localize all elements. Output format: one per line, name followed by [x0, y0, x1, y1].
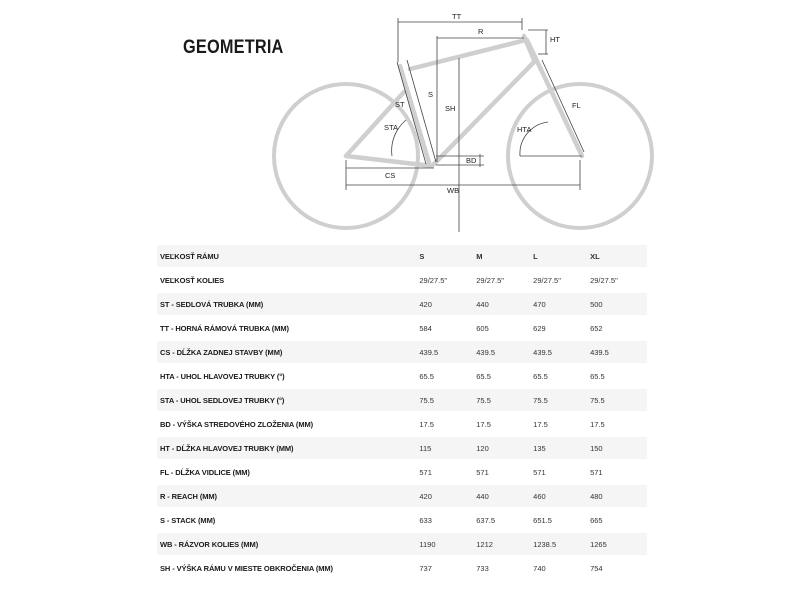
row-value: 571 — [419, 461, 476, 485]
label-s: S — [428, 90, 434, 99]
row-value: 65.5 — [476, 365, 533, 389]
row-value: 75.5 — [590, 389, 647, 413]
row-value: 439.5 — [419, 341, 476, 365]
label-r: R — [478, 27, 484, 36]
table-row — [157, 365, 647, 389]
row-value: 633 — [419, 509, 476, 533]
row-value: 29/27.5" — [419, 269, 476, 293]
row-value: 754 — [590, 557, 647, 581]
row-value: 29/27.5" — [476, 269, 533, 293]
row-value: 120 — [476, 437, 533, 461]
table-row — [157, 437, 647, 461]
row-label: ST - SEDLOVÁ TRUBKA (MM) — [157, 293, 419, 317]
row-value: 420 — [419, 293, 476, 317]
row-value: 440 — [476, 293, 533, 317]
label-bd: BD — [466, 156, 477, 165]
row-value: 17.5 — [590, 413, 647, 437]
table-header-row — [157, 245, 647, 269]
row-value: 440 — [476, 485, 533, 509]
row-value: 629 — [533, 317, 590, 341]
row-label: HT - DĹŽKA HLAVOVEJ TRUBKY (MM) — [157, 437, 419, 461]
row-value: 1238.5 — [533, 533, 590, 557]
row-value: 584 — [419, 317, 476, 341]
row-value: 480 — [590, 485, 647, 509]
row-label: TT - HORNÁ RÁMOVÁ TRUBKA (MM) — [157, 317, 419, 341]
row-value: 605 — [476, 317, 533, 341]
row-value: 29/27.5" — [590, 269, 647, 293]
row-value: 571 — [476, 461, 533, 485]
page-title: GEOMETRIA — [183, 37, 284, 58]
row-value: 571 — [590, 461, 647, 485]
row-value: 65.5 — [419, 365, 476, 389]
label-sta: STA — [384, 123, 399, 132]
row-value: 652 — [590, 317, 647, 341]
row-label: R - REACH (MM) — [157, 485, 419, 509]
header-label: VEĽKOSŤ RÁMU — [157, 245, 419, 269]
row-value: 470 — [533, 293, 590, 317]
label-tt: TT — [452, 12, 462, 21]
table-row — [157, 389, 647, 413]
row-value: 1265 — [590, 533, 647, 557]
row-value: 439.5 — [590, 341, 647, 365]
table-row — [157, 533, 647, 557]
row-value: 733 — [476, 557, 533, 581]
table-row — [157, 269, 647, 293]
table-row — [157, 557, 647, 581]
row-value: 75.5 — [476, 389, 533, 413]
row-label: S - STACK (MM) — [157, 509, 419, 533]
row-label: VEĽKOSŤ KOLIES — [157, 269, 419, 293]
geometry-diagram — [0, 0, 800, 240]
row-label: STA - UHOL SEDLOVEJ TRUBKY (°) — [157, 389, 419, 413]
table-row — [157, 293, 647, 317]
header-size: L — [533, 245, 590, 269]
table-row — [157, 485, 647, 509]
table-row — [157, 341, 647, 365]
measurement-lines — [346, 18, 584, 232]
row-value: 740 — [533, 557, 590, 581]
row-value: 29/27.5" — [533, 269, 590, 293]
header-size: M — [476, 245, 533, 269]
row-value: 571 — [533, 461, 590, 485]
row-value: 17.5 — [419, 413, 476, 437]
row-value: 420 — [419, 485, 476, 509]
header-size: S — [419, 245, 476, 269]
row-label: BD - VÝŠKA STREDOVÉHO ZLOŽENIA (MM) — [157, 413, 419, 437]
row-label: WB - RÁZVOR KOLIES (MM) — [157, 533, 419, 557]
row-value: 75.5 — [419, 389, 476, 413]
row-value: 460 — [533, 485, 590, 509]
row-value: 737 — [419, 557, 476, 581]
label-st: ST — [395, 100, 405, 109]
table-row — [157, 461, 647, 485]
header-size: XL — [590, 245, 647, 269]
row-value: 1190 — [419, 533, 476, 557]
row-label: CS - DĹŽKA ZADNEJ STAVBY (MM) — [157, 341, 419, 365]
row-value: 439.5 — [533, 341, 590, 365]
row-value: 150 — [590, 437, 647, 461]
label-wb: WB — [447, 186, 460, 195]
row-value: 439.5 — [476, 341, 533, 365]
row-value: 135 — [533, 437, 590, 461]
row-value: 17.5 — [476, 413, 533, 437]
row-value: 65.5 — [533, 365, 590, 389]
row-value: 637.5 — [476, 509, 533, 533]
row-value: 17.5 — [533, 413, 590, 437]
label-cs: CS — [385, 171, 396, 180]
table-row — [157, 413, 647, 437]
row-label: SH - VÝŠKA RÁMU V MIESTE OBKROČENIA (MM) — [157, 557, 419, 581]
label-sh: SH — [445, 104, 456, 113]
bike-frame — [346, 36, 582, 166]
row-value: 1212 — [476, 533, 533, 557]
row-value: 651.5 — [533, 509, 590, 533]
row-value: 115 — [419, 437, 476, 461]
row-label: FL - DĹŽKA VIDLICE (MM) — [157, 461, 419, 485]
label-hta: HTA — [517, 125, 532, 134]
row-value: 500 — [590, 293, 647, 317]
label-fl: FL — [572, 101, 581, 110]
label-ht: HT — [550, 35, 560, 44]
row-value: 75.5 — [533, 389, 590, 413]
geometry-table — [157, 245, 647, 581]
table-row — [157, 509, 647, 533]
table-row — [157, 317, 647, 341]
row-value: 65.5 — [590, 365, 647, 389]
row-value: 665 — [590, 509, 647, 533]
row-label: HTA - UHOL HLAVOVEJ TRUBKY (°) — [157, 365, 419, 389]
